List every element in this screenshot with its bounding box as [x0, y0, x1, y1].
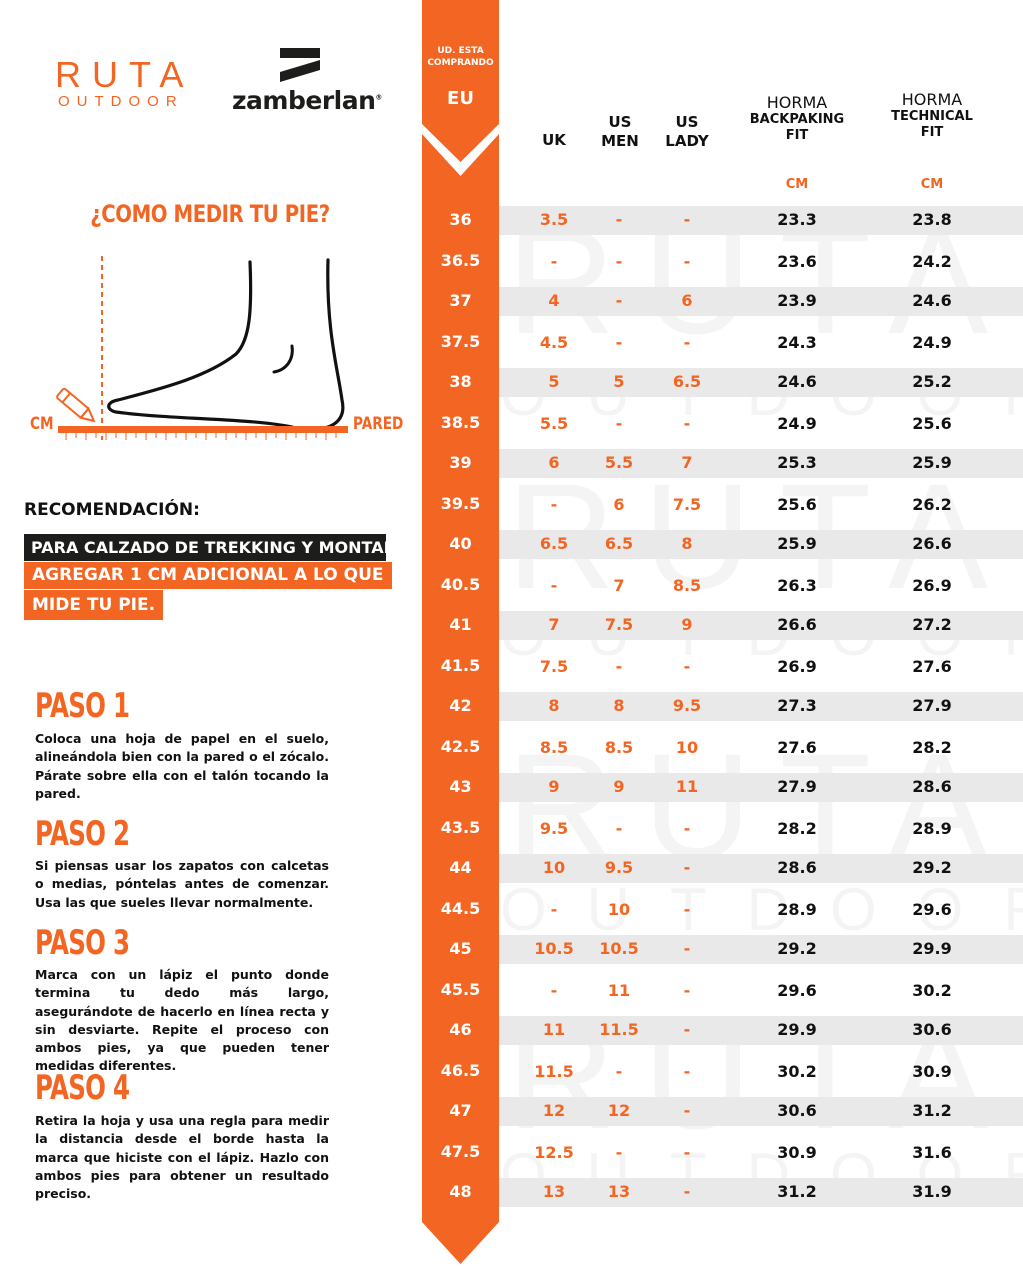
- us-lady-cell: 6: [681, 291, 693, 310]
- us-lady-cell: -: [683, 1020, 691, 1039]
- us-lady-cell: -: [683, 332, 691, 352]
- us-men-cell: -: [615, 818, 623, 838]
- uk-cell: -: [550, 899, 558, 919]
- backpacking-cell: 28.9: [777, 899, 817, 919]
- us-lady-cell: 6.5: [672, 372, 702, 391]
- uk-cell: 11.5: [534, 1061, 574, 1081]
- us-lady-cell: -: [683, 939, 691, 958]
- backpacking-cell: 23.6: [777, 251, 817, 271]
- us-men-header-line-2: MEN: [601, 132, 639, 150]
- eu-note: [422, 45, 499, 69]
- technical-cell: 24.9: [912, 332, 952, 352]
- technical-cell: 27.6: [912, 656, 952, 676]
- uk-cell: 13: [542, 1182, 566, 1201]
- us-men-cell: 10: [607, 899, 631, 919]
- backpacking-cell: 24.6: [777, 372, 817, 391]
- technical-cell: 30.2: [912, 980, 952, 1000]
- uk-cell: -: [550, 251, 558, 271]
- us-men-cell: 5.5: [604, 453, 634, 472]
- technical-header-line-2: TECHNICAL: [891, 109, 973, 124]
- backpacking-header-line-3: FIT: [785, 128, 809, 143]
- technical-cell: 28.9: [912, 818, 952, 838]
- technical-cell: 29.9: [912, 939, 952, 958]
- backpacking-cell: 29.2: [777, 939, 817, 958]
- eu-cell: 46.5: [440, 1060, 481, 1080]
- technical-header-line-1: HORMA: [901, 90, 963, 109]
- uk-cell: 12: [542, 1101, 566, 1120]
- technical-cell: 29.2: [912, 858, 952, 877]
- ruler-cm-label: CM: [30, 414, 54, 434]
- technical-cell: 25.2: [912, 372, 952, 391]
- us-lady-cell: 7: [681, 453, 693, 472]
- eu-cell: 47.5: [440, 1141, 481, 1161]
- backpacking-cell: 27.9: [777, 777, 817, 796]
- backpacking-cell: 30.6: [777, 1101, 817, 1120]
- backpacking-cell: 30.2: [777, 1061, 817, 1081]
- backpacking-cell: 23.9: [777, 291, 817, 310]
- backpacking-cell: 29.6: [777, 980, 817, 1000]
- us-men-cell: 7.5: [604, 615, 634, 634]
- registered-mark: ®: [375, 93, 382, 102]
- step-2-text: Si piensas usar los zapatos con calcetas o medias, póntelas antes de comenzar. Usa las que sueles llevar normalmente.: [35, 858, 329, 910]
- eu-cell: 37.5: [440, 331, 481, 351]
- technical-cell: 24.6: [912, 291, 952, 310]
- recommendation-heading: RECOMENDACIÓN:: [24, 500, 200, 520]
- eu-cell: 40: [449, 534, 472, 553]
- us-lady-cell: 8.5: [672, 575, 702, 595]
- technical-cell: 31.6: [912, 1142, 952, 1162]
- backpacking-cell: 28.6: [777, 858, 817, 877]
- zamberlan-logo-name: [232, 86, 382, 115]
- technical-cell: 31.2: [912, 1101, 952, 1120]
- technical-cell: 31.9: [912, 1182, 952, 1201]
- zamberlan-logo-icon: [278, 46, 322, 84]
- us-lady-header: [657, 113, 717, 151]
- backpacking-cell: 27.3: [777, 696, 817, 715]
- us-lady-cell: -: [683, 413, 691, 433]
- uk-cell: 8: [548, 696, 560, 715]
- us-lady-header-line-1: US: [675, 113, 699, 131]
- eu-cell: 36.5: [440, 250, 481, 270]
- us-lady-cell: -: [683, 899, 691, 919]
- us-men-header: [590, 113, 650, 151]
- uk-cell: 9.5: [539, 818, 569, 838]
- us-lady-cell: 9: [681, 615, 693, 634]
- us-men-cell: -: [615, 251, 623, 271]
- eu-cell: 44: [449, 858, 472, 877]
- backpacking-cell: 24.3: [777, 332, 817, 352]
- recommendation-line-2: MIDE TU PIE.: [24, 590, 163, 620]
- us-men-cell: 8.5: [604, 737, 634, 757]
- us-lady-cell: 9.5: [672, 696, 702, 715]
- us-men-cell: 10.5: [599, 939, 639, 958]
- zamberlan-text: zamberlan: [232, 86, 376, 115]
- us-lady-cell: -: [683, 1142, 691, 1162]
- uk-cell: -: [550, 980, 558, 1000]
- us-lady-cell: -: [683, 980, 691, 1000]
- us-men-cell: 8: [613, 696, 625, 715]
- us-men-cell: -: [615, 1142, 623, 1162]
- technical-header-line-3: FIT: [920, 125, 944, 140]
- us-lady-cell: -: [683, 656, 691, 676]
- backpacking-cell: 28.2: [777, 818, 817, 838]
- technical-cell: 30.6: [912, 1020, 952, 1039]
- us-lady-cell: -: [683, 251, 691, 271]
- us-lady-header-line-2: LADY: [665, 132, 709, 150]
- uk-cell: 3.5: [539, 210, 569, 229]
- uk-cell: 9: [548, 777, 560, 796]
- ruta-logo-name: RUTA: [55, 54, 195, 95]
- uk-cell: -: [550, 575, 558, 595]
- uk-cell: 6.5: [539, 534, 569, 553]
- technical-cell: 28.6: [912, 777, 952, 796]
- us-men-cell: 6: [613, 494, 625, 514]
- eu-note-line-2: COMPRANDO: [427, 58, 494, 68]
- eu-cell: 42.5: [440, 736, 481, 756]
- eu-cell: 41: [449, 615, 472, 634]
- uk-cell: 4.5: [539, 332, 569, 352]
- eu-cell: 39.5: [440, 493, 481, 513]
- backpacking-cell: 31.2: [777, 1182, 817, 1201]
- us-lady-cell: -: [683, 210, 691, 229]
- us-men-cell: -: [615, 413, 623, 433]
- technical-cell: 24.2: [912, 251, 952, 271]
- uk-cell: 12.5: [534, 1142, 574, 1162]
- technical-cell: 25.6: [912, 413, 952, 433]
- us-men-cell: 9: [613, 777, 625, 796]
- us-men-cell: -: [615, 210, 623, 229]
- us-men-cell: -: [615, 291, 623, 310]
- uk-cell: 5: [548, 372, 560, 391]
- backpacking-header: [735, 93, 859, 144]
- uk-cell: 7.5: [539, 656, 569, 676]
- backpacking-cell: 26.6: [777, 615, 817, 634]
- us-lady-cell: 8: [681, 534, 693, 553]
- step-2-title: PASO 2: [35, 814, 130, 854]
- technical-cell: 30.9: [912, 1061, 952, 1081]
- backpacking-cell: 25.6: [777, 494, 817, 514]
- us-men-cell: -: [615, 1061, 623, 1081]
- eu-cell: 36: [449, 210, 472, 229]
- us-lady-cell: 7.5: [672, 494, 702, 514]
- backpacking-cell: 25.9: [777, 534, 817, 553]
- us-lady-cell: -: [683, 858, 691, 877]
- us-men-cell: -: [615, 656, 623, 676]
- backpacking-header-line-2: BACKPAKING: [749, 112, 845, 127]
- eu-column-band: [422, 0, 499, 1280]
- uk-header: UK: [542, 131, 566, 149]
- backpacking-cell: 25.3: [777, 453, 817, 472]
- uk-cell: 7: [548, 615, 560, 634]
- eu-cell: 41.5: [440, 655, 481, 675]
- backpacking-cell: 23.3: [777, 210, 817, 229]
- technical-cell: 26.9: [912, 575, 952, 595]
- eu-cell: 45.5: [440, 979, 481, 999]
- technical-cell: 27.9: [912, 696, 952, 715]
- eu-cell: 40.5: [440, 574, 481, 594]
- backpacking-header-line-1: HORMA: [766, 93, 828, 112]
- technical-cell: 29.6: [912, 899, 952, 919]
- step-1-text: Coloca una hoja de papel en el suelo, alineándola bien con la pared o el zócalo. Párate sobre ella con el talón tocando la pared.: [35, 731, 329, 801]
- uk-cell: 11: [542, 1020, 566, 1039]
- eu-cell: 43.5: [440, 817, 481, 837]
- step-4-title: PASO 4: [35, 1068, 130, 1108]
- step-3-title: PASO 3: [35, 923, 130, 963]
- eu-cell: 46: [449, 1020, 472, 1039]
- step-3-text: Marca con un lápiz el punto donde termina tu dedo más largo, asegurándote de hacerlo en línea recta y sin desviarte. Repite el proceso con ambos pies, ya que pueden tener medidas diferentes.: [35, 967, 329, 1074]
- eu-cell: 37: [449, 291, 472, 310]
- eu-cell: 38.5: [440, 412, 481, 432]
- us-lady-cell: -: [683, 818, 691, 838]
- us-lady-cell: 11: [675, 777, 699, 796]
- recommendation-line-1: AGREGAR 1 CM ADICIONAL A LO QUE: [24, 562, 392, 589]
- uk-cell: -: [550, 494, 558, 514]
- backpacking-cell: 29.9: [777, 1020, 817, 1039]
- us-lady-cell: 10: [675, 737, 699, 757]
- us-men-cell: 7: [613, 575, 625, 595]
- us-men-cell: 5: [613, 372, 625, 391]
- eu-cell: 45: [449, 939, 472, 958]
- us-men-cell: 11.5: [599, 1020, 639, 1039]
- us-men-cell: 9.5: [604, 858, 634, 877]
- technical-cell: 26.6: [912, 534, 952, 553]
- technical-cell: 27.2: [912, 615, 952, 634]
- step-1-title: PASO 1: [35, 686, 130, 726]
- eu-cell: 48: [449, 1182, 472, 1201]
- eu-cell: 42: [449, 696, 472, 715]
- us-men-cell: 6.5: [604, 534, 634, 553]
- technical-header: [870, 90, 994, 141]
- eu-cell: 47: [449, 1101, 472, 1120]
- us-men-cell: 11: [607, 980, 631, 1000]
- eu-cell: 39: [449, 453, 472, 472]
- us-men-cell: 12: [607, 1101, 631, 1120]
- pencil-icon: [56, 388, 97, 425]
- us-lady-cell: -: [683, 1101, 691, 1120]
- uk-cell: 10.5: [534, 939, 574, 958]
- ruta-logo-subtitle: OUTDOOR: [58, 93, 184, 110]
- wall-label: PARED: [353, 414, 404, 434]
- eu-cell: 43: [449, 777, 472, 796]
- uk-cell: 4: [548, 291, 560, 310]
- step-4-text: Retira la hoja y usa una regla para medir la distancia desde el borde hasta la marca que hiciste con el lápiz. Hazlo con ambos pies para obtener un resultado preciso.: [35, 1113, 329, 1202]
- measure-title: ¿COMO MEDIR TU PIE?: [90, 200, 330, 228]
- technical-cell: 25.9: [912, 453, 952, 472]
- backpacking-cell: 30.9: [777, 1142, 817, 1162]
- us-men-cell: -: [615, 332, 623, 352]
- uk-cell: 10: [542, 858, 566, 877]
- backpacking-cell: 24.9: [777, 413, 817, 433]
- technical-cell: 28.2: [912, 737, 952, 757]
- eu-header: EU: [447, 88, 474, 109]
- technical-cell: 26.2: [912, 494, 952, 514]
- backpacking-unit: CM: [785, 177, 809, 192]
- uk-cell: 6: [548, 453, 560, 472]
- eu-cell: 44.5: [440, 898, 481, 918]
- backpacking-cell: 27.6: [777, 737, 817, 757]
- us-men-cell: 13: [607, 1182, 631, 1201]
- eu-cell: 38: [449, 372, 472, 391]
- uk-cell: 5.5: [539, 413, 569, 433]
- us-men-header-line-1: US: [608, 113, 632, 131]
- backpacking-cell: 26.3: [777, 575, 817, 595]
- us-lady-cell: -: [683, 1061, 691, 1081]
- eu-note-line-1: UD. ESTA: [437, 46, 484, 56]
- technical-unit: CM: [920, 177, 944, 192]
- us-lady-cell: -: [683, 1182, 691, 1201]
- foot-measure-icon: [56, 250, 356, 450]
- technical-cell: 23.8: [912, 210, 952, 229]
- recommendation-highlight: PARA CALZADO DE TREKKING Y MONTAÑA:: [24, 534, 386, 561]
- uk-cell: 8.5: [539, 737, 569, 757]
- backpacking-cell: 26.9: [777, 656, 817, 676]
